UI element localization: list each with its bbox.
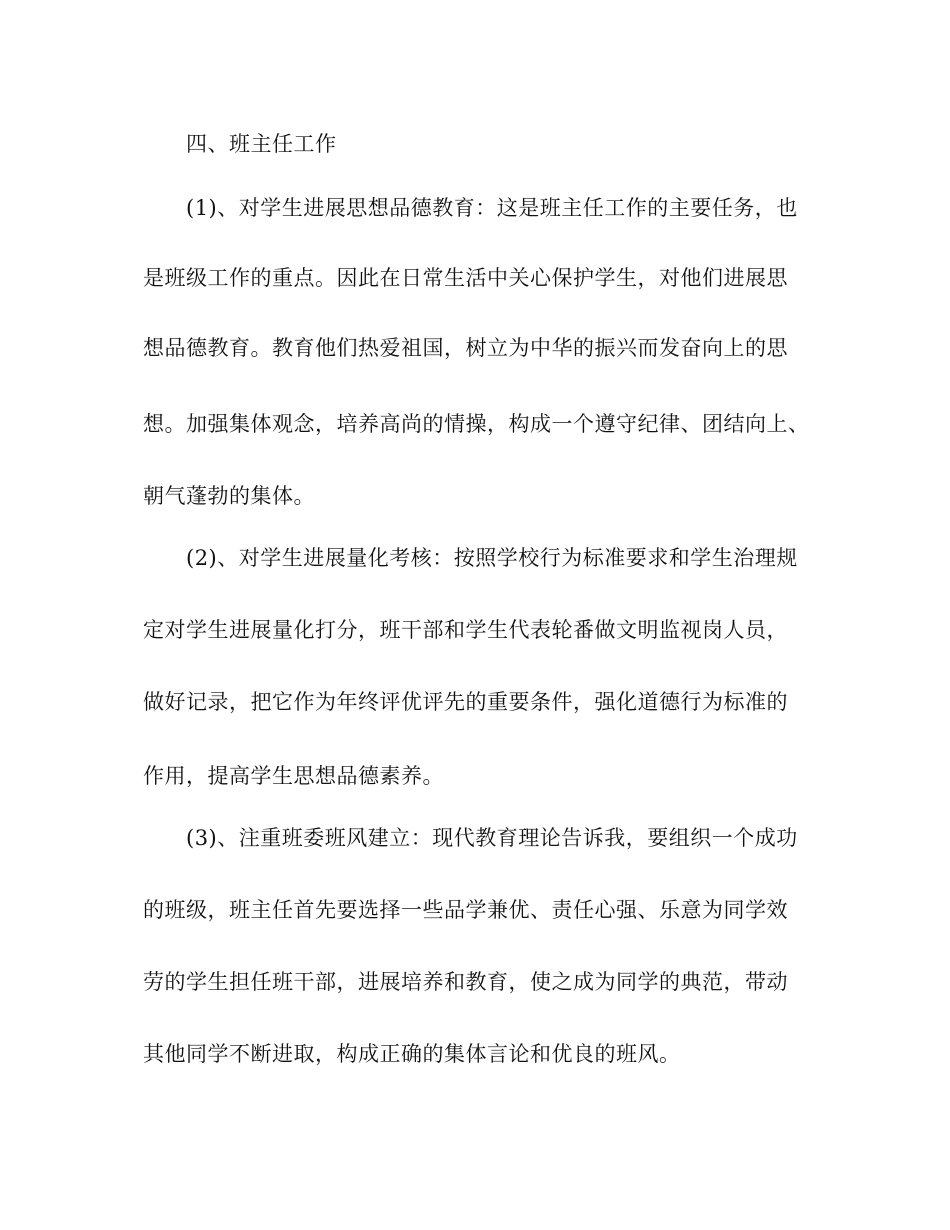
paragraph-line: 做好记录，把它作为年终评优评先的重要条件，强化道德行为标准的 [143, 690, 788, 714]
paragraph-line: 定对学生进展量化打分，班干部和学生代表轮番做文明监视岗人员， [143, 618, 788, 642]
paragraph-line: (3)、注重班委班风建立：现代教育理论告诉我，要组织一个成功 [186, 826, 798, 850]
paragraph-line: 劳的学生担任班干部，进展培养和教育，使之成为同学的典范，带动 [143, 970, 788, 994]
paragraph-line: 是班级工作的重点。因此在日常生活中关心保护学生，对他们进展思 [143, 266, 788, 290]
paragraph-line: (1)、对学生进展思想品德教育：这是班主任工作的主要任务，也 [186, 196, 798, 220]
paragraph-line: 想品德教育。教育他们热爱祖国，树立为中华的振兴而发奋向上的思 [143, 336, 788, 360]
paragraph-line: (2)、对学生进展量化考核：按照学校行为标准要求和学生治理规 [186, 546, 798, 570]
paragraph-line: 想。加强集体观念，培养高尚的情操，构成一个遵守纪律、团结向上、 [143, 412, 810, 436]
section-heading: 四、班主任工作 [186, 132, 337, 156]
paragraph-line: 朝气蓬勃的集体。 [143, 484, 315, 508]
paragraph-line: 的班级，班主任首先要选择一些品学兼优、责任心强、乐意为同学效 [143, 898, 788, 922]
paragraph-line: 其他同学不断进取，构成正确的集体言论和优良的班风。 [143, 1042, 681, 1066]
paragraph-line: 作用，提高学生思想品德素养。 [143, 764, 444, 788]
